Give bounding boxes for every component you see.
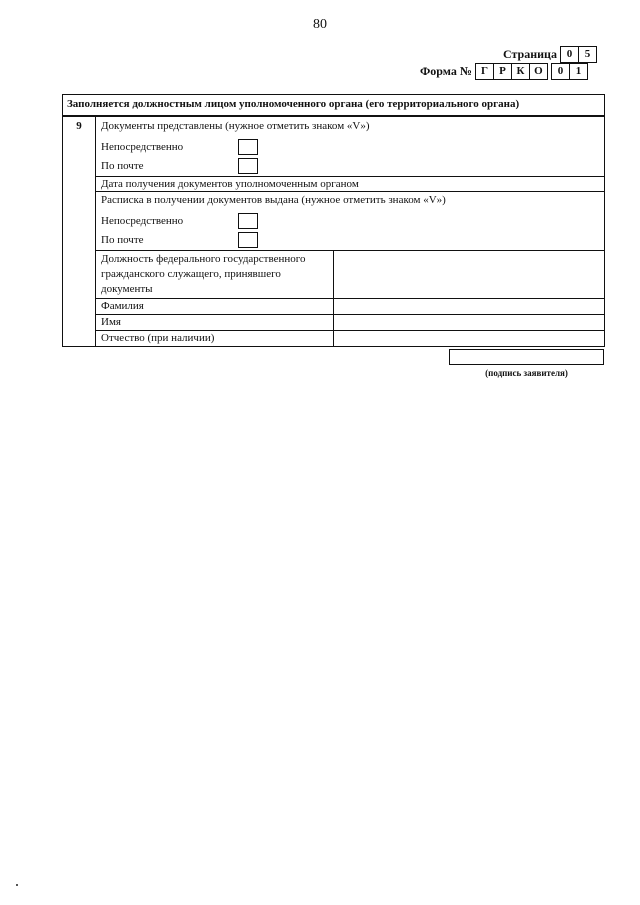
form-cell-4: О <box>529 63 548 80</box>
receipt-in-person-checkbox[interactable] <box>238 213 258 229</box>
form-content <box>96 117 604 346</box>
submitted-in-person-checkbox[interactable] <box>238 139 258 155</box>
officer-position-label-line3: документы <box>101 283 153 295</box>
scan-speck <box>16 884 18 886</box>
receipt-in-person-label: Непосредственно <box>101 214 184 227</box>
form-cell-5: 0 <box>551 63 570 80</box>
submitted-by-mail-row <box>96 156 604 175</box>
page-number: 80 <box>313 17 327 32</box>
officer-patronymic-field[interactable] <box>334 331 604 346</box>
officer-surname-row <box>96 299 604 315</box>
officer-name-row <box>96 315 604 331</box>
officer-name-field[interactable] <box>334 315 604 330</box>
officer-position-label <box>96 251 334 298</box>
receipt-issued-section <box>96 192 604 251</box>
row-number: 9 <box>63 117 96 346</box>
form-number <box>420 63 588 80</box>
officer-position-label-line1: Должность федерального государственного <box>101 253 306 265</box>
form-label: Форма № <box>420 64 472 78</box>
officer-position-label-line2: гражданского служащего, принявшего <box>101 268 281 280</box>
page-cell-1: 0 <box>560 46 579 63</box>
date-received-label: Дата получения документов уполномоченным органом <box>101 178 359 190</box>
form-title: Заполняется должностным лицом уполномоченного органа (его территориального органа) <box>63 95 604 117</box>
officer-position-row <box>96 251 604 299</box>
officer-surname-label: Фамилия <box>96 299 334 314</box>
submitted-in-person-label: Непосредственно <box>101 140 184 153</box>
signature-field[interactable] <box>449 349 604 365</box>
receipt-issued-heading: Расписка в получении документов выдана (нужное отметить знаком «V») <box>101 194 446 206</box>
receipt-by-mail-row <box>96 230 604 249</box>
page-label: Страница <box>503 47 557 61</box>
form-cell-1: Г <box>475 63 494 80</box>
date-received-section <box>96 177 604 192</box>
page-cell-2: 5 <box>578 46 597 63</box>
submitted-by-mail-checkbox[interactable] <box>238 158 258 174</box>
page-counter <box>503 46 597 63</box>
submitted-by-mail-label: По почте <box>101 159 144 172</box>
submitted-in-person-row <box>96 137 604 156</box>
officer-surname-field[interactable] <box>334 299 604 314</box>
signature-label: (подпись заявителя) <box>485 368 568 378</box>
documents-submitted-heading: Документы представлены (нужное отметить знаком «V») <box>101 120 370 132</box>
officer-position-field[interactable] <box>334 251 604 298</box>
form-cell-6: 1 <box>569 63 588 80</box>
form-body <box>63 117 604 346</box>
receipt-by-mail-checkbox[interactable] <box>238 232 258 248</box>
official-form-table <box>62 94 605 347</box>
officer-patronymic-row <box>96 331 604 346</box>
receipt-in-person-row <box>96 211 604 230</box>
receipt-by-mail-label: По почте <box>101 233 144 246</box>
officer-patronymic-label: Отчество (при наличии) <box>96 331 334 346</box>
officer-name-label: Имя <box>96 315 334 330</box>
form-cell-3: К <box>511 63 530 80</box>
documents-submitted-section <box>96 117 604 177</box>
form-cell-2: Р <box>493 63 512 80</box>
